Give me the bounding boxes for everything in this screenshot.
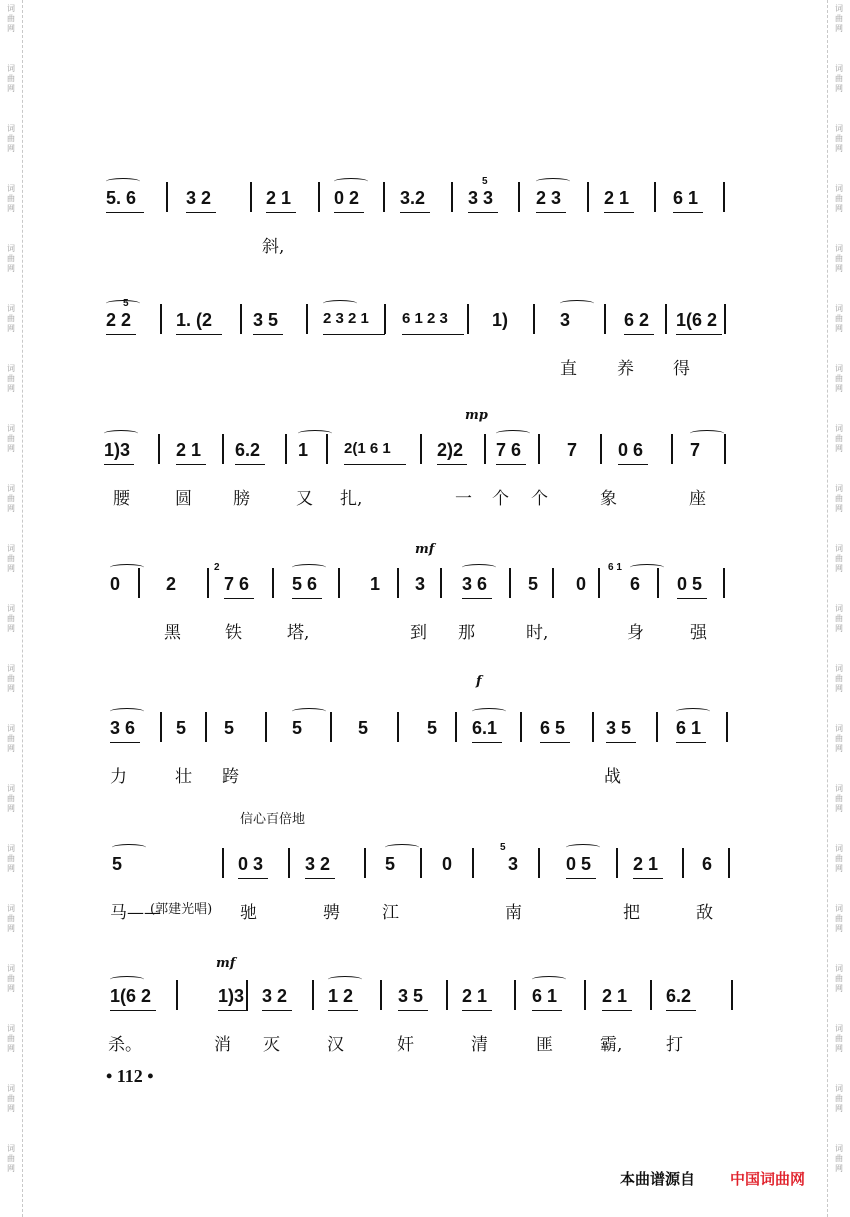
- slur-arc: [462, 564, 496, 571]
- barline: [728, 848, 730, 878]
- lyric-syllable: 奸: [397, 1035, 414, 1055]
- notation-group: 3 5: [398, 986, 424, 1006]
- beam-underline: [437, 464, 467, 465]
- lyric-syllable: 身: [627, 623, 644, 643]
- barline: [240, 304, 242, 334]
- barline: [160, 304, 162, 334]
- barline: [272, 568, 274, 598]
- notation-group: 1: [370, 574, 381, 594]
- lyric-syllable: 膀: [233, 489, 250, 509]
- barline: [723, 568, 725, 598]
- lyric-syllable: 匪: [536, 1035, 553, 1055]
- beam-underline: [176, 334, 222, 335]
- watermark-mark: 词 曲 网: [835, 604, 843, 633]
- barline: [384, 304, 386, 334]
- barline: [724, 304, 726, 334]
- dynamic-marking: mp: [465, 408, 488, 423]
- watermark-mark: 词 曲 网: [7, 724, 15, 753]
- slur-arc: [298, 430, 332, 437]
- lyric-syllable: 力: [110, 767, 127, 787]
- barline: [657, 568, 659, 598]
- lyric-syllable: 霸,: [600, 1035, 623, 1055]
- slur-arc: [566, 844, 600, 851]
- beam-underline: [235, 464, 265, 465]
- watermark-mark: 词 曲 网: [835, 424, 843, 453]
- notation-group: 5: [292, 718, 303, 738]
- barline: [420, 848, 422, 878]
- beam-underline: [305, 878, 335, 879]
- beam-underline: [462, 1010, 492, 1011]
- notation-group: 3: [560, 310, 571, 330]
- notation-group: 0 6: [618, 440, 644, 460]
- lyric-syllable: 塔,: [287, 623, 310, 643]
- watermark-mark: 词 曲 网: [7, 4, 15, 33]
- lyric-syllable: 跨: [222, 767, 239, 787]
- lyric-syllable: 又: [296, 489, 313, 509]
- lyric-syllable: 骋: [323, 903, 340, 923]
- barline: [533, 304, 535, 334]
- lyric-syllable: 那: [458, 623, 475, 643]
- lyric-syllable: 腰: [113, 489, 130, 509]
- beam-underline: [666, 1010, 696, 1011]
- slur-arc: [385, 844, 419, 851]
- watermark-mark: 词 曲 网: [835, 124, 843, 153]
- beam-underline: [238, 878, 268, 879]
- barline: [598, 568, 600, 598]
- notation-group: 3 5: [253, 310, 279, 330]
- barline: [222, 434, 224, 464]
- notation-group: 0 3: [238, 854, 264, 874]
- watermark-mark: 词 曲 网: [835, 724, 843, 753]
- barline: [518, 182, 520, 212]
- notation-group: 3 6: [462, 574, 488, 594]
- barline: [338, 568, 340, 598]
- notation-group: 2: [166, 574, 177, 594]
- beam-underline: [344, 464, 406, 465]
- watermark-mark: 词 曲 网: [7, 1024, 15, 1053]
- slur-arc: [110, 976, 144, 983]
- watermark-mark: 词 曲 网: [835, 304, 843, 333]
- grace-note: 5: [500, 842, 506, 853]
- beam-underline: [624, 334, 654, 335]
- beam-underline: [253, 334, 283, 335]
- lyric-syllable: 驰: [240, 903, 257, 923]
- beam-underline: [468, 212, 498, 213]
- lyric-syllable: 灭: [263, 1035, 280, 1055]
- notation-group: 6 5: [540, 718, 566, 738]
- barline: [509, 568, 511, 598]
- slur-arc: [292, 564, 326, 571]
- dynamic-marking: f: [476, 674, 482, 689]
- lyric-syllable: 时,: [526, 623, 549, 643]
- lyric-syllable: 斜,: [262, 237, 285, 257]
- watermark-mark: 词 曲 网: [835, 844, 843, 873]
- slur-arc: [328, 976, 362, 983]
- watermark-mark: 词 曲 网: [7, 844, 15, 873]
- barline: [472, 848, 474, 878]
- beam-underline: [532, 1010, 562, 1011]
- notation-group: 5: [358, 718, 369, 738]
- barline: [265, 712, 267, 742]
- beam-underline: [398, 1010, 428, 1011]
- barline: [306, 304, 308, 334]
- notation-group: 1): [492, 310, 509, 330]
- slur-arc: [532, 976, 566, 983]
- barline: [592, 712, 594, 742]
- watermark-mark: 词 曲 网: [835, 244, 843, 273]
- slur-arc: [630, 564, 664, 571]
- slur-arc: [110, 708, 144, 715]
- beam-underline: [602, 1010, 632, 1011]
- watermark-mark: 词 曲 网: [7, 544, 15, 573]
- notation-group: 2 1: [176, 440, 202, 460]
- beam-underline: [606, 742, 636, 743]
- beam-underline: [262, 1010, 292, 1011]
- barline: [538, 848, 540, 878]
- barline: [587, 182, 589, 212]
- beam-underline: [110, 1010, 156, 1011]
- notation-group: 5: [528, 574, 539, 594]
- barline: [380, 980, 382, 1010]
- lyric-syllable: 南: [505, 903, 522, 923]
- watermark-mark: 词 曲 网: [7, 664, 15, 693]
- beam-underline: [328, 1010, 358, 1011]
- watermark-mark: 词 曲 网: [835, 1024, 843, 1053]
- barline: [364, 848, 366, 878]
- watermark-mark: 词 曲 网: [835, 184, 843, 213]
- barline: [724, 434, 726, 464]
- beam-underline: [673, 212, 703, 213]
- watermark-mark: 词 曲 网: [7, 1144, 15, 1173]
- notation-group: 7 6: [224, 574, 250, 594]
- notation-group: 5 6: [292, 574, 318, 594]
- notation-group: 2(1 6 1: [344, 440, 391, 457]
- barline: [397, 712, 399, 742]
- barline: [600, 434, 602, 464]
- watermark-mark: 词 曲 网: [835, 784, 843, 813]
- slur-arc: [110, 564, 144, 571]
- barline: [383, 182, 385, 212]
- notation-group: 5: [224, 718, 235, 738]
- lyric-syllable: 敌: [696, 903, 713, 923]
- beam-underline: [224, 598, 254, 599]
- notation-group: 5: [427, 718, 438, 738]
- notation-group: 3 2: [186, 188, 212, 208]
- notation-group: 1)3: [218, 986, 245, 1006]
- watermark-mark: 词 曲 网: [7, 1084, 15, 1113]
- barline: [250, 182, 252, 212]
- slur-arc: [690, 430, 724, 437]
- notation-group: 5. 6: [106, 188, 137, 208]
- barline: [604, 304, 606, 334]
- lyric-syllable: 座: [689, 489, 706, 509]
- barline: [158, 434, 160, 464]
- lyric-syllable: 江: [382, 903, 399, 923]
- beam-underline: [676, 334, 722, 335]
- beam-underline: [402, 334, 464, 335]
- slur-arc: [560, 300, 594, 307]
- footer-source-label: 本曲谱源自: [620, 1170, 696, 1188]
- notation-group: 5: [176, 718, 187, 738]
- barline: [288, 848, 290, 878]
- grace-note: 6 1: [608, 562, 622, 573]
- barline: [484, 434, 486, 464]
- notation-group: 3 6: [110, 718, 136, 738]
- beam-underline: [106, 212, 144, 213]
- barline: [318, 182, 320, 212]
- lyric-syllable: 象: [600, 489, 617, 509]
- notation-group: 3 2: [305, 854, 331, 874]
- beam-underline: [176, 464, 206, 465]
- lyric-syllable: 壮: [175, 767, 192, 787]
- footer-site-name[interactable]: 中国词曲网: [730, 1170, 806, 1188]
- barline: [138, 568, 140, 598]
- watermark-mark: 词 曲 网: [7, 244, 15, 273]
- notation-group: 1)3: [104, 440, 131, 460]
- dynamic-marking: mf: [216, 956, 236, 971]
- watermark-mark: 词 曲 网: [835, 544, 843, 573]
- watermark-mark: 词 曲 网: [7, 904, 15, 933]
- notation-group: 0 5: [677, 574, 703, 594]
- barline: [205, 712, 207, 742]
- lyric-syllable: 铁: [225, 623, 242, 643]
- beam-underline: [633, 878, 663, 879]
- direction-text: 信心百倍地: [240, 812, 306, 827]
- notation-group: 2 1: [462, 986, 488, 1006]
- beam-underline: [536, 212, 566, 213]
- beam-underline: [292, 598, 322, 599]
- notation-group: 6 1 2 3: [402, 310, 448, 327]
- notation-group: 7: [567, 440, 578, 460]
- lyric-syllable: 马——: [110, 903, 161, 923]
- page-number: • 112 •: [106, 1066, 154, 1086]
- notation-group: 3 3: [468, 188, 494, 208]
- beam-underline: [106, 334, 136, 335]
- lyric-syllable: 战: [604, 767, 621, 787]
- beam-underline: [618, 464, 648, 465]
- notation-group: 0 5: [566, 854, 592, 874]
- beam-underline: [676, 742, 706, 743]
- beam-underline: [462, 598, 492, 599]
- notation-group: 6 1: [673, 188, 699, 208]
- beam-underline: [566, 878, 596, 879]
- singer-note: (郭建光唱): [150, 902, 213, 917]
- notation-group: 0 2: [334, 188, 360, 208]
- beam-underline: [334, 212, 364, 213]
- watermark-mark: 词 曲 网: [835, 4, 843, 33]
- notation-group: 3: [415, 574, 426, 594]
- notation-group: 2 1: [266, 188, 292, 208]
- notation-group: 2 1: [604, 188, 630, 208]
- barline: [207, 568, 209, 598]
- lyric-syllable: 得: [673, 359, 690, 379]
- watermark-mark: 词 曲 网: [7, 964, 15, 993]
- lyric-syllable: 把: [623, 903, 640, 923]
- beam-underline: [677, 598, 707, 599]
- beam-underline: [472, 742, 502, 743]
- barline: [726, 712, 728, 742]
- notation-group: 2 2: [106, 310, 132, 330]
- barline: [616, 848, 618, 878]
- slur-arc: [104, 430, 138, 437]
- notation-group: 0: [576, 574, 587, 594]
- watermark-mark: 词 曲 网: [7, 784, 15, 813]
- watermark-mark: 词 曲 网: [7, 604, 15, 633]
- watermark-mark: 词 曲 网: [835, 484, 843, 513]
- barline: [520, 712, 522, 742]
- beam-underline: [496, 464, 526, 465]
- beam-underline: [218, 1010, 248, 1011]
- grace-note: 5: [123, 298, 129, 309]
- beam-underline: [604, 212, 634, 213]
- barline: [682, 848, 684, 878]
- barline: [176, 980, 178, 1010]
- notation-group: 1. (2: [176, 310, 213, 330]
- watermark-mark: 词 曲 网: [835, 1084, 843, 1113]
- slur-arc: [112, 844, 146, 851]
- barline: [455, 712, 457, 742]
- lyric-syllable: 扎,: [340, 489, 363, 509]
- lyric-syllable: 个: [531, 489, 548, 509]
- barline: [656, 712, 658, 742]
- barline: [731, 980, 733, 1010]
- lyric-syllable: 养: [617, 359, 634, 379]
- grace-note: 2: [214, 562, 220, 573]
- barline: [552, 568, 554, 598]
- notation-group: 6.1: [472, 718, 498, 738]
- notation-group: 6: [702, 854, 713, 874]
- notation-group: 3: [508, 854, 519, 874]
- lyric-syllable: 圆: [175, 489, 192, 509]
- lyric-syllable: 消: [214, 1035, 231, 1055]
- barline: [538, 434, 540, 464]
- lyric-syllable: 汉: [327, 1035, 344, 1055]
- watermark-mark: 词 曲 网: [7, 304, 15, 333]
- notation-group: 6 2: [624, 310, 650, 330]
- lyric-syllable: 黑: [164, 623, 181, 643]
- watermark-mark: 词 曲 网: [835, 904, 843, 933]
- barline: [330, 712, 332, 742]
- notation-group: 2 3 2 1: [323, 310, 369, 327]
- lyric-syllable: 杀。: [108, 1035, 142, 1055]
- notation-group: 6.2: [666, 986, 692, 1006]
- barline: [584, 980, 586, 1010]
- beam-underline: [323, 334, 385, 335]
- slur-arc: [323, 300, 357, 307]
- slur-arc: [292, 708, 326, 715]
- barline: [222, 848, 224, 878]
- barline: [166, 182, 168, 212]
- watermark-mark: 词 曲 网: [835, 364, 843, 393]
- notation-group: 6.2: [235, 440, 261, 460]
- notation-group: 1(6 2: [110, 986, 152, 1006]
- barline: [451, 182, 453, 212]
- notation-group: 3 5: [606, 718, 632, 738]
- beam-underline: [266, 212, 296, 213]
- notation-group: 5: [112, 854, 123, 874]
- notation-group: 0: [110, 574, 121, 594]
- beam-underline: [186, 212, 216, 213]
- watermark-mark: 词 曲 网: [7, 64, 15, 93]
- notation-group: 2 1: [633, 854, 659, 874]
- beam-underline: [104, 464, 134, 465]
- notation-group: 2 1: [602, 986, 628, 1006]
- watermark-mark: 词 曲 网: [835, 664, 843, 693]
- watermark-mark: 词 曲 网: [7, 424, 15, 453]
- watermark-mark: 词 曲 网: [7, 124, 15, 153]
- notation-group: 6 1: [532, 986, 558, 1006]
- barline: [246, 980, 248, 1010]
- barline: [446, 980, 448, 1010]
- beam-underline: [110, 742, 140, 743]
- slur-arc: [106, 178, 140, 185]
- barline: [160, 712, 162, 742]
- lyric-syllable: 个: [492, 489, 509, 509]
- watermark-mark: 词 曲 网: [835, 964, 843, 993]
- barline: [654, 182, 656, 212]
- slur-arc: [676, 708, 710, 715]
- lyric-syllable: 清: [471, 1035, 488, 1055]
- lyric-syllable: 直: [560, 359, 577, 379]
- beam-underline: [540, 742, 570, 743]
- notation-group: 2)2: [437, 440, 464, 460]
- barline: [650, 980, 652, 1010]
- barline: [514, 980, 516, 1010]
- watermark-mark: 词 曲 网: [7, 364, 15, 393]
- notation-group: 6: [630, 574, 641, 594]
- notation-group: 2 3: [536, 188, 562, 208]
- lyric-syllable: 强: [690, 623, 707, 643]
- notation-group: 1: [298, 440, 309, 460]
- notation-group: 1(6 2: [676, 310, 718, 330]
- slur-arc: [106, 300, 140, 307]
- beam-underline: [400, 212, 430, 213]
- notation-group: 1 2: [328, 986, 354, 1006]
- barline: [671, 434, 673, 464]
- slur-arc: [496, 430, 530, 437]
- watermark-mark: 词 曲 网: [835, 64, 843, 93]
- notation-group: 6 1: [676, 718, 702, 738]
- grace-note: 5: [482, 176, 488, 187]
- slur-arc: [536, 178, 570, 185]
- barline: [326, 434, 328, 464]
- slur-arc: [472, 708, 506, 715]
- notation-group: 3.2: [400, 188, 426, 208]
- barline: [420, 434, 422, 464]
- notation-group: 7 6: [496, 440, 522, 460]
- watermark-mark: 词 曲 网: [7, 184, 15, 213]
- slur-arc: [334, 178, 368, 185]
- barline: [285, 434, 287, 464]
- barline: [312, 980, 314, 1010]
- barline: [397, 568, 399, 598]
- lyric-syllable: 一: [455, 489, 472, 509]
- notation-group: 7: [690, 440, 701, 460]
- barline: [723, 182, 725, 212]
- dynamic-marking: mf: [415, 542, 435, 557]
- lyric-syllable: 到: [410, 623, 427, 643]
- barline: [665, 304, 667, 334]
- lyric-syllable: 打: [666, 1035, 683, 1055]
- barline: [467, 304, 469, 334]
- watermark-mark: 词 曲 网: [7, 484, 15, 513]
- notation-group: 3 2: [262, 986, 288, 1006]
- notation-group: 5: [385, 854, 396, 874]
- notation-group: 0: [442, 854, 453, 874]
- barline: [440, 568, 442, 598]
- watermark-mark: 词 曲 网: [835, 1144, 843, 1173]
